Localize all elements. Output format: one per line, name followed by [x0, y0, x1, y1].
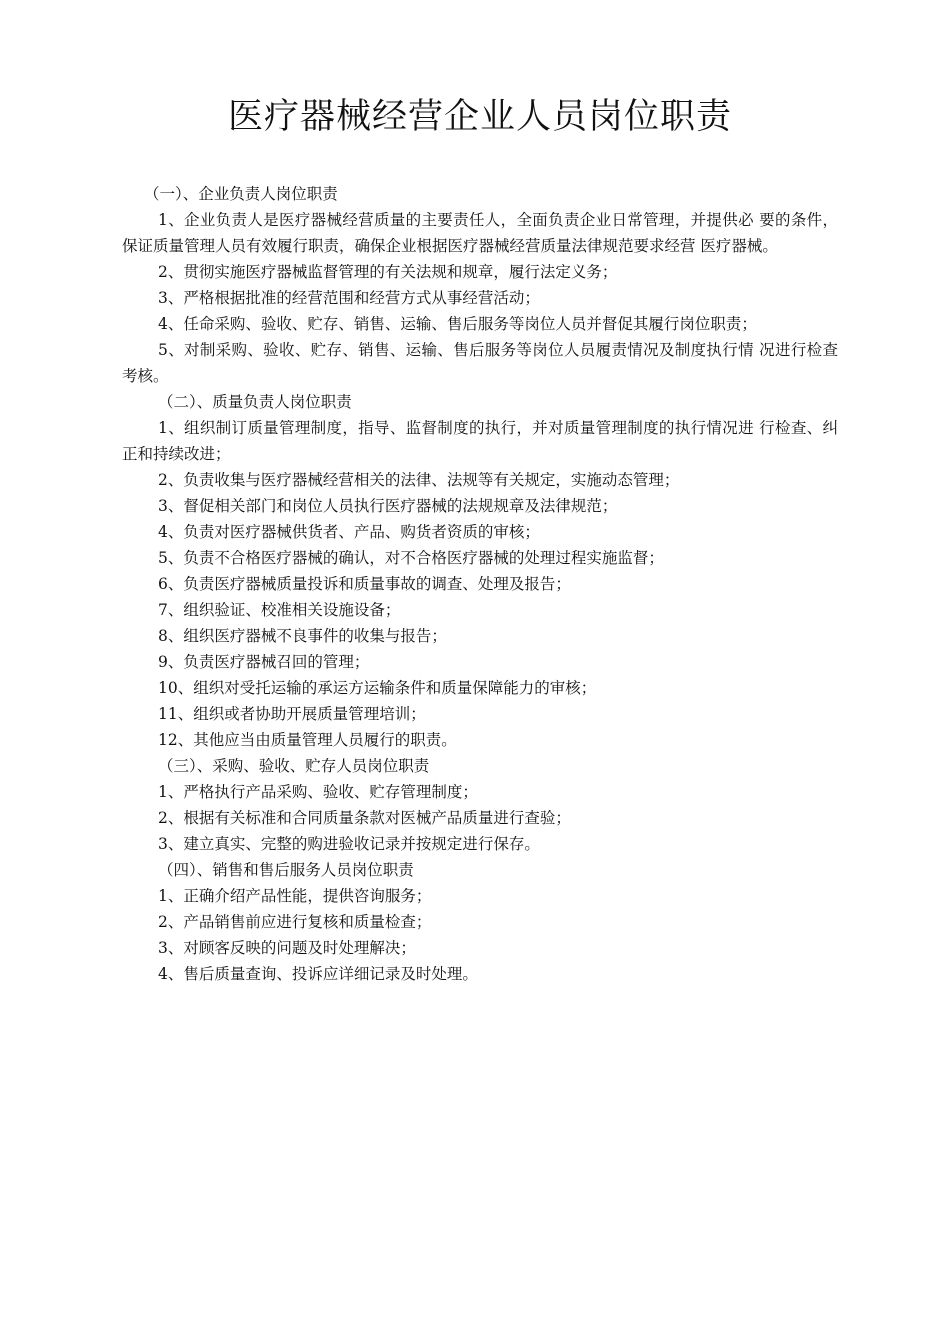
- section-heading: （一）、企业负责人岗位职责: [144, 185, 338, 203]
- list-item: 2、负责收集与医疗器械经营相关的法律、法规等有关规定，实施动态管理；: [158, 471, 680, 489]
- list-item: 11、组织或者协助开展质量管理培训；: [158, 705, 426, 723]
- list-item: 3、严格根据批准的经营范围和经营方式从事经营活动；: [158, 289, 540, 307]
- section-enterprise-head: [122, 181, 838, 389]
- list-item: 3、督促相关部门和岗位人员执行医疗器械的法规规章及法律规范；: [158, 497, 618, 515]
- list-item: 1、严格执行产品采购、验收、贮存管理制度；: [158, 783, 478, 801]
- list-item: 3、对顾客反映的问题及时处理解决；: [158, 939, 416, 957]
- section-heading: （四）、销售和售后服务人员岗位职责: [158, 861, 414, 879]
- list-item: 10、组织对受托运输的承运方运输条件和质量保障能力的审核；: [158, 679, 597, 697]
- list-item: 2、产品销售前应进行复核和质量检查；: [158, 913, 432, 931]
- section-sales-staff: [122, 857, 838, 987]
- list-item: 4、售后质量查询、投诉应详细记录及时处理。: [158, 965, 478, 983]
- list-item: 1、正确介绍产品性能，提供咨询服务；: [158, 887, 432, 905]
- list-item: 5、负责不合格医疗器械的确认，对不合格医疗器械的处理过程实施监督；: [158, 549, 664, 567]
- list-item: 4、任命采购、验收、贮存、销售、运输、售后服务等岗位人员并督促其履行岗位职责；: [158, 315, 757, 333]
- list-item: 1、组织制订质量管理制度，指导、监督制度的执行，并对质量管理制度的执行情况进 行检查、纠正和持续改进；: [122, 419, 838, 463]
- list-item: 2、根据有关标准和合同质量条款对医械产品质量进行查验；: [158, 809, 571, 827]
- list-item: 8、组织医疗器械不良事件的收集与报告；: [158, 627, 447, 645]
- list-item: 9、负责医疗器械召回的管理；: [158, 653, 370, 671]
- section-heading: （三）、采购、验收、贮存人员岗位职责: [158, 757, 430, 775]
- list-item: 1、企业负责人是医疗器械经营质量的主要责任人，全面负责企业日常管理，并提供必 要的条件，保证质量管理人员有效履行职责，确保企业根据医疗器械经营质量法律规范要求经营 医疗器械。: [122, 211, 838, 255]
- section-quality-head: [122, 389, 838, 753]
- list-item: 3、建立真实、完整的购进验收记录并按规定进行保存。: [158, 835, 540, 853]
- document-body: [122, 181, 838, 987]
- list-item: 2、贯彻实施医疗器械监督管理的有关法规和规章，履行法定义务；: [158, 263, 618, 281]
- list-item: 4、负责对医疗器械供货者、产品、购货者资质的审核；: [158, 523, 540, 541]
- list-item: 5、对制采购、验收、贮存、销售、运输、售后服务等岗位人员履责情况及制度执行情 况进行检查考核。: [122, 341, 838, 385]
- section-heading: （二）、质量负责人岗位职责: [158, 393, 352, 411]
- document-title: 医疗器械经营企业人员岗位职责: [227, 97, 732, 137]
- section-purchase-staff: [122, 753, 838, 857]
- list-item: 6、负责医疗器械质量投诉和质量事故的调查、处理及报告；: [158, 575, 571, 593]
- list-item: 7、组织验证、校准相关设施设备；: [158, 601, 401, 619]
- list-item: 12、其他应当由质量管理人员履行的职责。: [158, 731, 457, 749]
